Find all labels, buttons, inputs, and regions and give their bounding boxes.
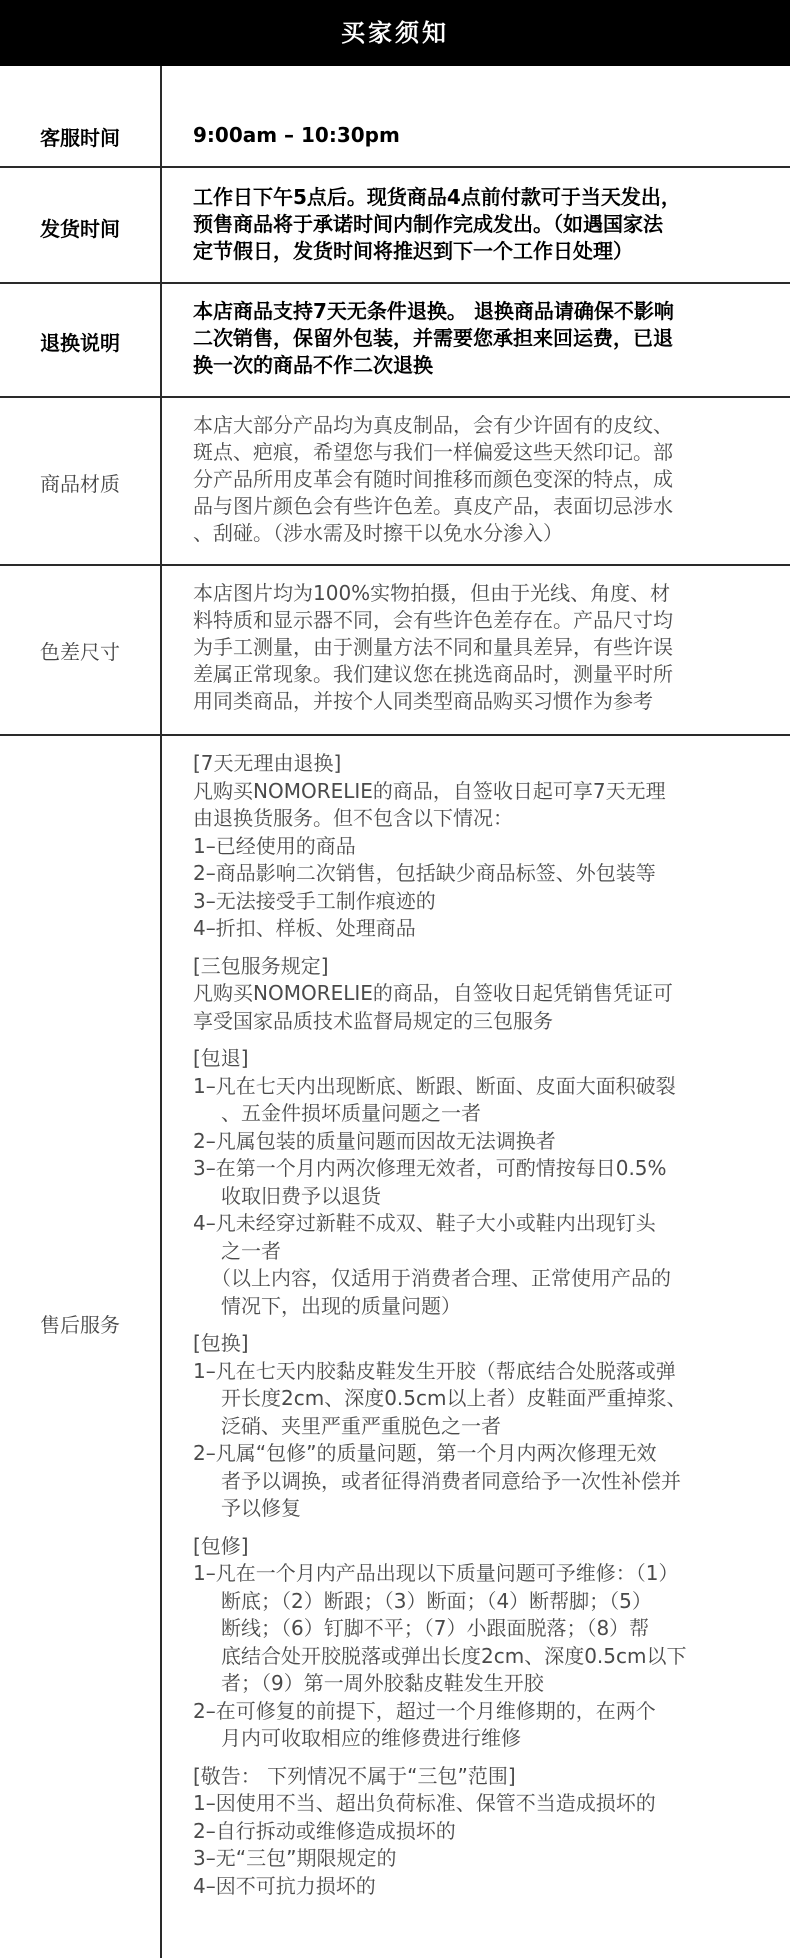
list-item: 3–在第一个月内两次修理无效者，可酌情按每日0.5% [193,1156,667,1180]
list-item: 2–凡属“包修”的质量问题，第一个月内两次修理无效 [193,1441,657,1465]
list-item-cont: 月内可收取相应的维修费进行维修 [221,1726,521,1750]
list-item-cont: 之一者 [221,1238,281,1263]
list-item: 1–已经使用的商品 [193,833,356,858]
refund-note-1: （以上内容，仅适用于消费者合理、正常使用产品的 [211,1266,671,1290]
list-item: 4–凡未经穿过新鞋不成双、鞋子大小或鞋内出现钉头 [193,1211,656,1235]
seven-day-intro-1: 凡购买NOMORELIE的商品，自签收日起可享7天无理 [193,778,666,803]
refund-title: [包退] [193,1046,249,1070]
list-item: 3–无法接受手工制作痕迹的 [193,888,436,913]
row-shipping-time [0,166,790,284]
three-guarantee-title: [三包服务规定] [193,953,329,978]
list-item-cont: 予以修复 [221,1496,301,1520]
color-size-value: 本店图片均为100%实物拍摄，但由于光线、角度、材 料特质和显示器不同，会有些许色差存在。产品尺寸均 为手工测量，由于测量方法不同和量具差异，有些许误 差属正常现象。我们建议您在挑选商品时，测量平时所 用同类商品，并按个人同类型商品购买习惯作为参考 [193,581,673,713]
row-return-policy [0,282,790,396]
list-item-cont: 开长度2cm、深度0.5cm以上者）皮鞋面严重掉浆、 [221,1386,687,1410]
three-guarantee-section [193,953,763,1036]
shipping-time-value: 工作日下午5点后。现货商品4点前付款可于当天发出， 预售商品将于承诺时间内制作完成发出。（如遇国家法 定节假日，发货时间将推迟到下一个工作日处理） [193,185,681,263]
refund-section [193,1045,763,1320]
refund-note-2: 情况下，出现的质量问题） [221,1293,461,1318]
service-time-label: 客服时间 [40,126,120,150]
list-item-cont: 断线；（6）钉脚不平；（7）小跟面脱落；（8）帮 [221,1616,650,1640]
list-item: 4–因不可抗力损坏的 [193,1873,376,1898]
three-guarantee-line-2: 享受国家品质技术监督局规定的三包服务 [193,1008,553,1033]
list-item: 1–凡在七天内胶黏皮鞋发生开胶（帮底结合处脱落或弹 [193,1358,676,1383]
three-guarantee-line-1: 凡购买NOMORELIE的商品，自签收日起凭销售凭证可 [193,981,673,1005]
row-color-size [0,564,790,736]
list-item: 1–凡在七天内出现断底、断跟、断面、皮面大面积破裂 [193,1073,676,1098]
list-item: 2–商品影响二次销售，包括缺少商品标签、外包装等 [193,861,656,885]
row-after-sales [0,734,790,1958]
list-item: 2–在可修复的前提下，超过一个月维修期的，在两个 [193,1698,656,1723]
row-material [0,396,790,566]
notice-title: [敬告： 下列情况不属于“三包”范围] [193,1763,516,1788]
color-size-label: 色差尺寸 [40,640,120,664]
list-item: 1–因使用不当、超出负荷标准、保管不当造成损坏的 [193,1791,656,1815]
list-item: 2–凡属包装的质量问题而因故无法调换者 [193,1128,556,1153]
list-item-cont: 底结合处开胶脱落或弹出长度2cm、深度0.5cm以下 [221,1643,687,1668]
row-service-time [0,66,790,156]
material-value: 本店大部分产品均为真皮制品，会有少许固有的皮纹、 斑点、疤痕，希望您与我们一样偏爱这些天然印记。部 分产品所用皮革会有随时间推移而颜色变深的特点，成 品与图片颜色会有些许色差。真皮产品，表面切忌涉水 、刮碰。（涉水需及时擦干以免水分渗入） [193,413,673,545]
seven-day-title: [7天无理由退换] [193,751,342,775]
list-item-cont: 者；（9）第一周外胶黏皮鞋发生开胶 [221,1671,544,1695]
list-item: 2–自行拆动或维修造成损坏的 [193,1818,456,1843]
list-item-cont: 、五金件损坏质量问题之一者 [221,1101,481,1125]
list-item-cont: 收取旧费予以退货 [221,1183,381,1208]
shipping-time-label: 发货时间 [40,217,120,241]
list-item-cont: 者予以调换，或者征得消费者同意给予一次性补偿并 [221,1468,681,1493]
notice-section [193,1763,763,1901]
list-item-cont: 泛硝、夹里严重严重脱色之一者 [221,1413,501,1438]
return-policy-value: 本店商品支持7天无条件退换。 退换商品请确保不影响 二次销售，保留外包装，并需要您承担来回运费，已退 换一次的商品不作二次退换 [193,299,674,377]
return-policy-label: 退换说明 [40,331,120,355]
repair-title: [包修] [193,1533,249,1558]
seven-day-section [193,750,763,943]
list-item-cont: 断底；（2）断跟；（3）断面；（4）断帮脚；（5） [221,1588,652,1613]
seven-day-intro-2: 由退换货服务。但不包含以下情况： [193,806,513,830]
exchange-title: [包换] [193,1331,249,1355]
service-time-value: 9:00am – 10:30pm [193,123,400,147]
page-title: 买家须知 [0,0,790,66]
repair-section [193,1533,763,1753]
list-item: 4–折扣、样板、处理商品 [193,916,416,940]
after-sales-label: 售后服务 [40,1313,120,1337]
after-sales-content [193,750,763,1900]
exchange-section [193,1330,763,1523]
material-label: 商品材质 [40,472,120,496]
list-item: 3–无“三包”期限规定的 [193,1846,397,1870]
list-item: 1–凡在一个月内产品出现以下质量问题可予维修：（1） [193,1561,679,1585]
